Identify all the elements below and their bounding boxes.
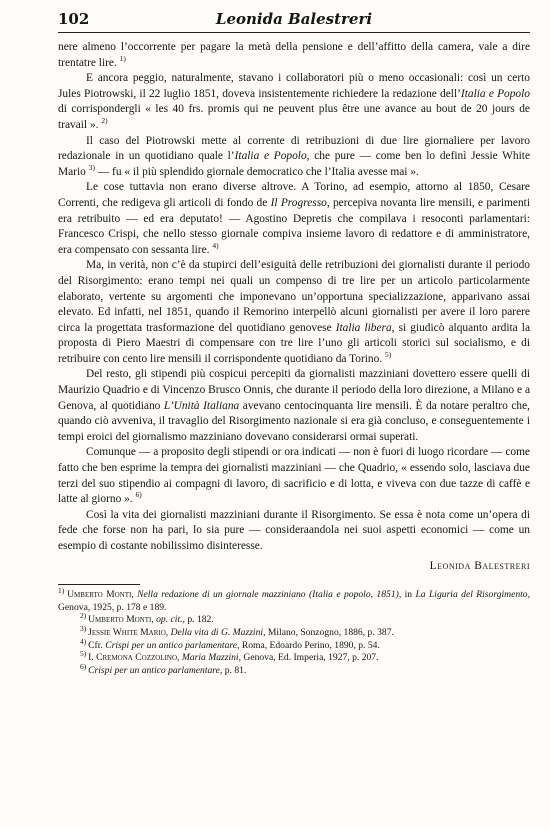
page-number: 102 (58, 10, 90, 28)
italic-title: op. cit. (156, 614, 183, 626)
author-name: Umberto Monti (67, 589, 132, 601)
text-run: E ancora peggio, naturalmente, stavano i collaboratori più o meno occasionali: così un certo Jules Piotrowski, il 22 luglio 1851, doveva insistentemente richiedere la redazione dell’ (58, 72, 530, 100)
text-run: , (165, 626, 171, 638)
text-run: Comunque — a proposito degli stipendi or ora indicati — non è fuori di luogo ricordare — come fatto che ben esprime la tempra dei giornalisti mazziniani — che Quadrio, « essendo solo, lasciava due terzi del suo stipendio ai compagni di lavoro, di sacrificio e di lotta, e viveva con due tazze di caffè e latte al giorno ». (58, 446, 530, 506)
text-run: , percepiva novanta lire mensili, e parimenti era retribuito — ed era deputato! — Agostino Depretis che compilava i resoconti parlamentari: Francesco Crispi, che nello stesso giornale compiva insieme lavoro di redattore e di amministratore, era compensato con sessanta lire. (58, 196, 530, 256)
text-run: Del resto, gli stipendi più cospicui percepiti da giornalisti mazziniani dovettero essere quelli di Maurizio Quadrio e di Vincenzo Brusco Onnis, che durante il periodo della loro direzione, a Milano e a Genova, al quotidiano (58, 368, 530, 412)
text-run: , Genova, 1925, p. 178 e 189. (58, 589, 531, 613)
text-run: Cfr. (88, 639, 106, 651)
footnotes (58, 586, 531, 677)
running-head: Leonida Balestreri (215, 10, 373, 28)
page-header (58, 8, 530, 33)
text-run: , (177, 652, 182, 664)
text-run: , Milano, Sonzogno, 1886, p. 387. (263, 626, 394, 638)
footnote-ref: 2) (80, 611, 89, 621)
footnote-ref: 1) (119, 53, 126, 63)
footnote-ref: 4) (80, 636, 89, 646)
author-name: Jessie White Mario (88, 626, 166, 638)
text-run: , p. 81. (219, 664, 247, 676)
text-run: Il caso del Piotrowski mette al corrente di retribuzioni di due lire giornaliere per lavoro redazionale in un quotidiano quale l’ (58, 134, 530, 163)
footnote (58, 636, 530, 653)
footnote-rule (58, 584, 140, 585)
text-run: , che pure — come ben lo definì Jessie White Mario (58, 150, 531, 178)
italic-title: Il Progresso (270, 196, 327, 209)
footnote-ref: 2) (101, 116, 108, 126)
footnote-ref: 3) (88, 162, 95, 172)
footnote-ref: 5) (80, 648, 89, 658)
text-run: , in (398, 589, 416, 601)
italic-title: Crispi per un antico parlamentare (88, 664, 220, 676)
paragraph (58, 258, 530, 367)
italic-title: Italia e Popolo (460, 87, 530, 100)
footnote-ref: 4) (212, 240, 219, 250)
footnote (58, 611, 530, 627)
paragraph (58, 134, 530, 181)
author-name: Umberto Monti (88, 614, 152, 626)
footnote (58, 586, 531, 614)
italic-title: Italia libera (335, 321, 392, 334)
text-run: Così la vita dei giornalisti mazziniani durante il Risorgimento. Se essa è nota come un’opera di fede che forse non ha pari, lo sia pure — consideraandola nei suoi aspetti economici — come un esempio di costante nobilissimo disinteresse. (58, 508, 530, 552)
text-run: nere almeno l’occorrente per pagare la metà della pensione e dell’affitto della camera, vale a dire trentatre lire. (58, 41, 530, 69)
paragraph (58, 180, 530, 258)
text-run: , (131, 589, 138, 601)
italic-title: Della vita di G. Mazzini (170, 626, 264, 638)
text-run: , (151, 614, 157, 626)
text-run: , si giudicò alquanto ardita la proposta di Piero Maestri di compensare con tre lire l’uno gli articoli storici sul socialismo, e di retribuire con cento lire mensili il corrispondente quotidiano da Torino. (58, 321, 530, 365)
footnote-ref: 6) (135, 490, 142, 500)
footnote (58, 661, 530, 678)
footnote (58, 648, 530, 665)
paragraphs-container (58, 40, 530, 555)
text-run: — fu « il più splendido giornale democratico che l’Italia avesse mai ». (94, 165, 419, 178)
italic-title: L’Unità Italiana (163, 399, 240, 412)
text-run: avevano centocinquanta lire mensili. È da notare peraltro che, quando ciò avveniva, il travaglio del Risorgimento nazionale si era già concluso, e conseguentemente i tempi eroici del giornalismo mazziniano dovevano considerarsi ormai superati. (58, 399, 531, 443)
paragraph (58, 445, 530, 507)
paragraph (58, 40, 530, 71)
main-text (58, 40, 530, 677)
text-run: , Genova, Ed. Imperia, 1927, p. 207. (238, 652, 379, 664)
text-run: Ma, in verità, non c’è da stupirci dell’esiguità delle retribuzioni dei giornalisti durante il periodo del Risorgimento: erano tempi nei quali un compenso di tre lire per un articolo particolarmente elaborato, vertente su argomenti che imponevano un’opportuna specializzazione, apparivano assai elevato. Ed infatti, nel 1851, quando il Remorino interpellò alcuni giornalisti per avere il loro parere circa la progettata trasformazione del quotidiano genovese (58, 259, 530, 334)
italic-title: Crispi per un antico parlamentare (105, 639, 238, 651)
footnote-ref: 1) (58, 586, 68, 595)
text-run: di corrispondergli « les 40 frs. promis qui ne peuvent plus être une avance au bout de 20 jours de travail ». (58, 103, 530, 131)
text-run: Le cose tuttavia non erano diverse altrove. A Torino, ad esempio, attorno al 1850, Cesare Correnti, che redigeva gli articoli di fondo de (58, 181, 530, 209)
paragraph (58, 508, 530, 555)
author-signature: Leonida Balestreri (429, 559, 530, 572)
author-name: I. Cremona Cozzolino (88, 652, 178, 664)
italic-title: Italia e Popolo (234, 150, 307, 163)
italic-title: Maria Mazzini (181, 652, 239, 664)
footnote-ref: 6) (80, 661, 89, 671)
paragraph (58, 367, 530, 445)
text-run: , p. 182. (182, 614, 214, 626)
footnote-ref: 3) (80, 623, 89, 633)
italic-title: Nella redazione di un giornale mazziniano (Italia e popolo, 1851) (137, 589, 399, 601)
footnote-ref: 5) (385, 350, 392, 360)
text-run: , Roma, Edoardo Perino, 1890, p. 54. (237, 639, 380, 651)
footnote (58, 623, 530, 640)
paragraph (58, 71, 530, 133)
italic-title: La Liguria del Risorgimento (415, 589, 528, 601)
